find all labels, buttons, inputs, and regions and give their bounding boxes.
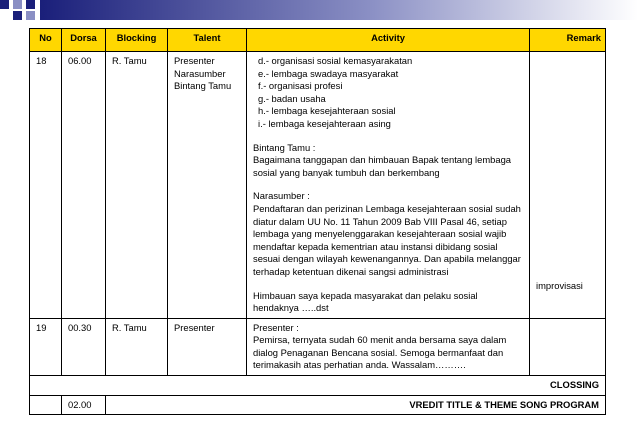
header-banner bbox=[0, 0, 638, 20]
talent-item: Presenter bbox=[174, 55, 215, 66]
final-text: VREDIT TITLE & THEME SONG PROGRAM bbox=[106, 395, 606, 415]
talent-item: Bintang Tamu bbox=[174, 80, 232, 92]
himbauan-text: Himbauan saya kepada masyarakat dan pelaku sosial hendaknya …..dst bbox=[253, 289, 478, 314]
final-row bbox=[30, 395, 606, 415]
row-remark bbox=[530, 318, 606, 375]
header-blocking: Blocking bbox=[106, 29, 168, 52]
row-dorsa: 06.00 bbox=[62, 52, 106, 319]
presenter-text: Pemirsa, ternyata sudah 60 menit anda bersama saya dalam dialog Penaganan Bencana sosial. Semoga bermanfaat dan terimakasih atas perhatian anda. Wassalam………. bbox=[253, 334, 507, 371]
header-dorsa: Dorsa bbox=[62, 29, 106, 52]
row-activity bbox=[247, 318, 530, 375]
rundown-table bbox=[29, 28, 606, 415]
remark-text: improvisasi bbox=[536, 280, 583, 291]
row-talent: Presenter bbox=[168, 318, 247, 375]
bintang-text: Bagaimana tanggapan dan himbauan Bapak tentang lembaga sosial yang banyak tumbuh dan berkembang bbox=[253, 154, 512, 178]
header-activity: Activity bbox=[247, 29, 530, 52]
closing-label: CLOSSING bbox=[30, 376, 606, 396]
table-row bbox=[30, 52, 606, 319]
row-number bbox=[30, 395, 62, 415]
list-item: g.- badan usaha bbox=[258, 92, 326, 104]
list-item: f.- organisasi profesi bbox=[258, 80, 343, 92]
closing-row bbox=[30, 376, 606, 396]
narasumber-label: Narasumber : bbox=[253, 190, 310, 202]
talent-item: Narasumber bbox=[174, 67, 226, 79]
row-remark bbox=[530, 52, 606, 319]
list-item: i.- lembaga kesejahteraan asing bbox=[258, 117, 391, 129]
header-remark: Remark bbox=[530, 29, 606, 52]
row-blocking: R. Tamu bbox=[106, 318, 168, 375]
row-number: 18 bbox=[30, 52, 62, 319]
row-dorsa: 00.30 bbox=[62, 318, 106, 375]
row-number: 19 bbox=[30, 318, 62, 375]
presenter-label: Presenter : bbox=[253, 321, 299, 333]
list-item: e.- lembaga swadaya masyarakat bbox=[258, 67, 399, 79]
list-item: h.- lembaga kesejahteraan sosial bbox=[258, 105, 396, 117]
header-row bbox=[30, 29, 606, 52]
table-row bbox=[30, 318, 606, 375]
narasumber-text: Pendaftaran dan perizinan Lembaga kesejahteraan sosial sudah diatur dalam UU No. 11 Tahun 2009 Bab VIII Pasal 46, setiap lembaga yang menyelenggarakan kesejahteraan sosial wajib mendaftar kepada kementrian atau instansi dibidang sosial sesuai dengan wilayah kewenangannya. Dan apabila melanggar terhadap ketentuan dikenai sangsi administrasi bbox=[253, 202, 521, 277]
row-talent bbox=[168, 52, 247, 319]
row-dorsa: 02.00 bbox=[62, 395, 106, 415]
row-blocking: R. Tamu bbox=[106, 52, 168, 319]
bintang-label: Bintang Tamu : bbox=[253, 141, 316, 153]
header-talent: Talent bbox=[168, 29, 247, 52]
list-item: d.- organisasi sosial kemasyarakatan bbox=[258, 55, 413, 66]
header-no: No bbox=[30, 29, 62, 52]
row-activity bbox=[247, 52, 530, 319]
